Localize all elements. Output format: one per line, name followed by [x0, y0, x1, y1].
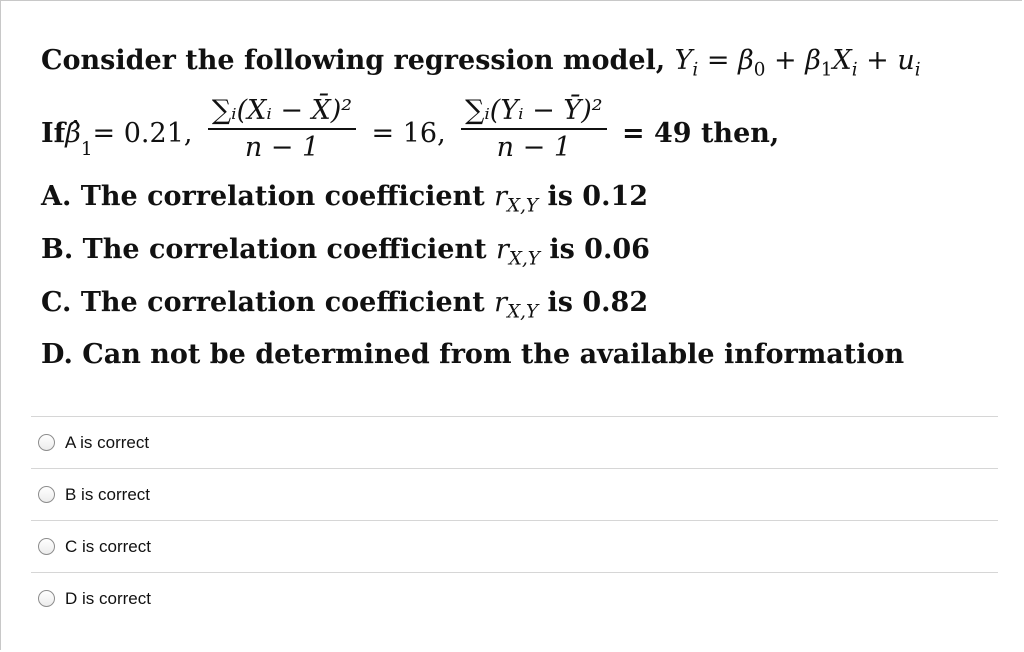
fraction-denominator: n − 1: [244, 132, 320, 163]
var-r: r: [495, 234, 509, 265]
answer-row-d[interactable]: [31, 572, 998, 624]
variance-x-value: = 16,: [371, 117, 446, 149]
var-y: Y: [674, 45, 693, 76]
answer-choices: [31, 416, 998, 624]
option-value: is 0.06: [549, 234, 650, 265]
option-letter: A.: [41, 181, 72, 212]
intro-text: Consider the following regression model,: [41, 45, 666, 76]
plus: +: [765, 45, 806, 76]
option-text: The correlation coefficient: [80, 287, 485, 318]
option-letter: B.: [41, 234, 74, 265]
beta1: β: [805, 45, 821, 76]
radio-button-d[interactable]: [38, 590, 55, 607]
answer-label-a[interactable]: A is correct: [65, 433, 150, 452]
equals: =: [698, 45, 739, 76]
variance-x-fraction: [208, 95, 356, 163]
sub-1: 1: [820, 59, 833, 81]
sub-i: i: [851, 59, 858, 81]
question-intro: [41, 45, 921, 80]
beta0: β: [738, 45, 754, 76]
option-a: [41, 181, 648, 216]
option-text: The correlation coefficient: [80, 181, 485, 212]
answer-row-a[interactable]: [31, 416, 998, 468]
fraction-bar: [461, 128, 606, 130]
beta1-hat: β̂: [65, 117, 81, 149]
answer-row-b[interactable]: [31, 468, 998, 520]
option-value: is 0.82: [547, 287, 649, 318]
plus: +: [857, 45, 898, 76]
sub-i: i: [692, 59, 699, 81]
fraction-bar: [208, 128, 356, 130]
sub-xy: X,Y: [507, 301, 539, 323]
if-text: If: [41, 117, 66, 149]
radio-button-c[interactable]: [38, 538, 55, 555]
variance-y-value: = 49 then,: [621, 117, 780, 149]
option-text: The correlation coefficient: [82, 234, 487, 265]
sub-0: 0: [753, 59, 766, 81]
sub-1: 1: [80, 138, 93, 160]
answer-label-b[interactable]: B is correct: [65, 485, 151, 504]
sub-xy: X,Y: [507, 195, 539, 217]
option-value: is 0.12: [547, 181, 649, 212]
option-text: Can not be determined from the available information: [82, 339, 905, 370]
var-r: r: [494, 181, 508, 212]
beta-value: = 0.21,: [92, 117, 193, 149]
answer-label-d[interactable]: D is correct: [65, 589, 151, 608]
radio-button-b[interactable]: [38, 486, 55, 503]
var-x: X: [832, 45, 852, 76]
sub-i: i: [914, 59, 921, 81]
variance-y-fraction: [461, 95, 606, 163]
option-b: [41, 234, 650, 269]
var-u: u: [897, 45, 915, 76]
option-c: [41, 287, 648, 322]
var-r: r: [494, 287, 508, 318]
option-d: [41, 339, 904, 370]
sub-xy: X,Y: [508, 248, 540, 270]
option-letter: D.: [41, 339, 73, 370]
answer-row-c[interactable]: [31, 520, 998, 572]
option-letter: C.: [41, 287, 72, 318]
answer-label-c[interactable]: C is correct: [65, 537, 151, 556]
fraction-numerator: ∑ᵢ(Yᵢ − Ȳ)²: [465, 95, 603, 126]
fraction-denominator: n − 1: [496, 132, 571, 163]
question-given: [41, 95, 780, 179]
fraction-numerator: ∑ᵢ(Xᵢ − X̄)²: [211, 95, 353, 126]
radio-button-a[interactable]: [38, 434, 55, 451]
